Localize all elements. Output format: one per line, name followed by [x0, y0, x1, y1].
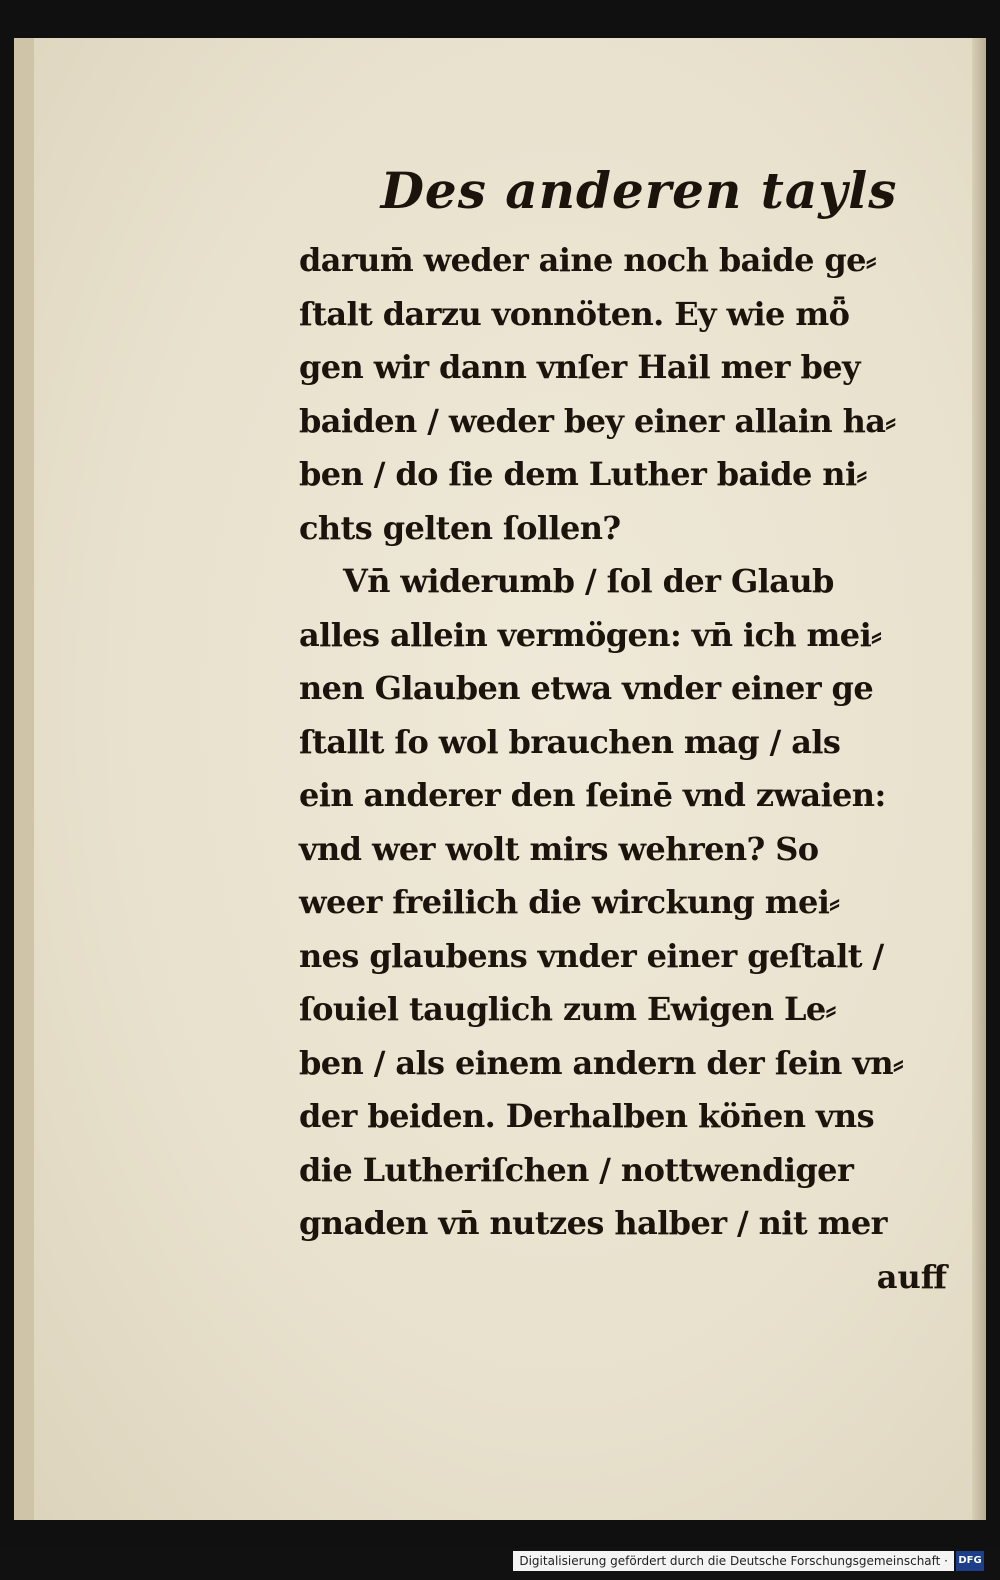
- book-page: [14, 38, 986, 1520]
- text-line: gnaden vn̄ nutzes halber / nit mer: [299, 1204, 887, 1242]
- text-line: Vn̄ widerumb / ſol der Glaub: [343, 562, 834, 600]
- text-line: ben / als einem andern der ſein vn⸗: [299, 1043, 904, 1082]
- text-line: die Lutheriſchen / nottwendiger: [299, 1150, 854, 1189]
- catchword: auff: [876, 1257, 947, 1296]
- text-line: weer freilich die wirckung mei⸗: [299, 883, 840, 921]
- running-head: Des anderen tayls: [380, 161, 898, 220]
- text-line: darum̄ weder aine noch baide ge⸗: [299, 241, 876, 279]
- text-line: nes glaubens vnder einer geſtalt /: [299, 936, 884, 975]
- text-line: vnd wer wolt mirs wehren? So: [299, 829, 819, 868]
- text-line: nen Glauben etwa vnder einer ge: [299, 669, 874, 707]
- funding-credit: Digitalisierung gefördert durch die Deutsche Forschungsgemeinschaft ·: [513, 1551, 954, 1571]
- text-line: ſtallt ſo wol brauchen mag / als: [299, 722, 841, 761]
- text-block: [299, 156, 959, 1304]
- text-line: ein anderer den ſeinē vnd zwaien:: [299, 776, 886, 814]
- text-line: gen wir dann vnſer Hail mer bey: [299, 348, 860, 386]
- text-line: ſtalt darzu vonnöten. Ey wie mȫ: [299, 294, 850, 333]
- text-line: alles allein vermögen: vn̄ ich mei⸗: [299, 615, 882, 654]
- dfg-logo-icon: DFG: [956, 1551, 984, 1571]
- text-line: der beiden. Derhalben kön̄en vns: [299, 1097, 874, 1135]
- text-line: ben / do ſie dem Luther baide ni⸗: [299, 455, 867, 493]
- text-line: baiden / weder bey einer allain ha⸗: [299, 401, 896, 440]
- text-line: chts gelten ſollen?: [299, 508, 621, 547]
- text-line: ſouiel tauglich zum Ewigen Le⸗: [299, 990, 836, 1028]
